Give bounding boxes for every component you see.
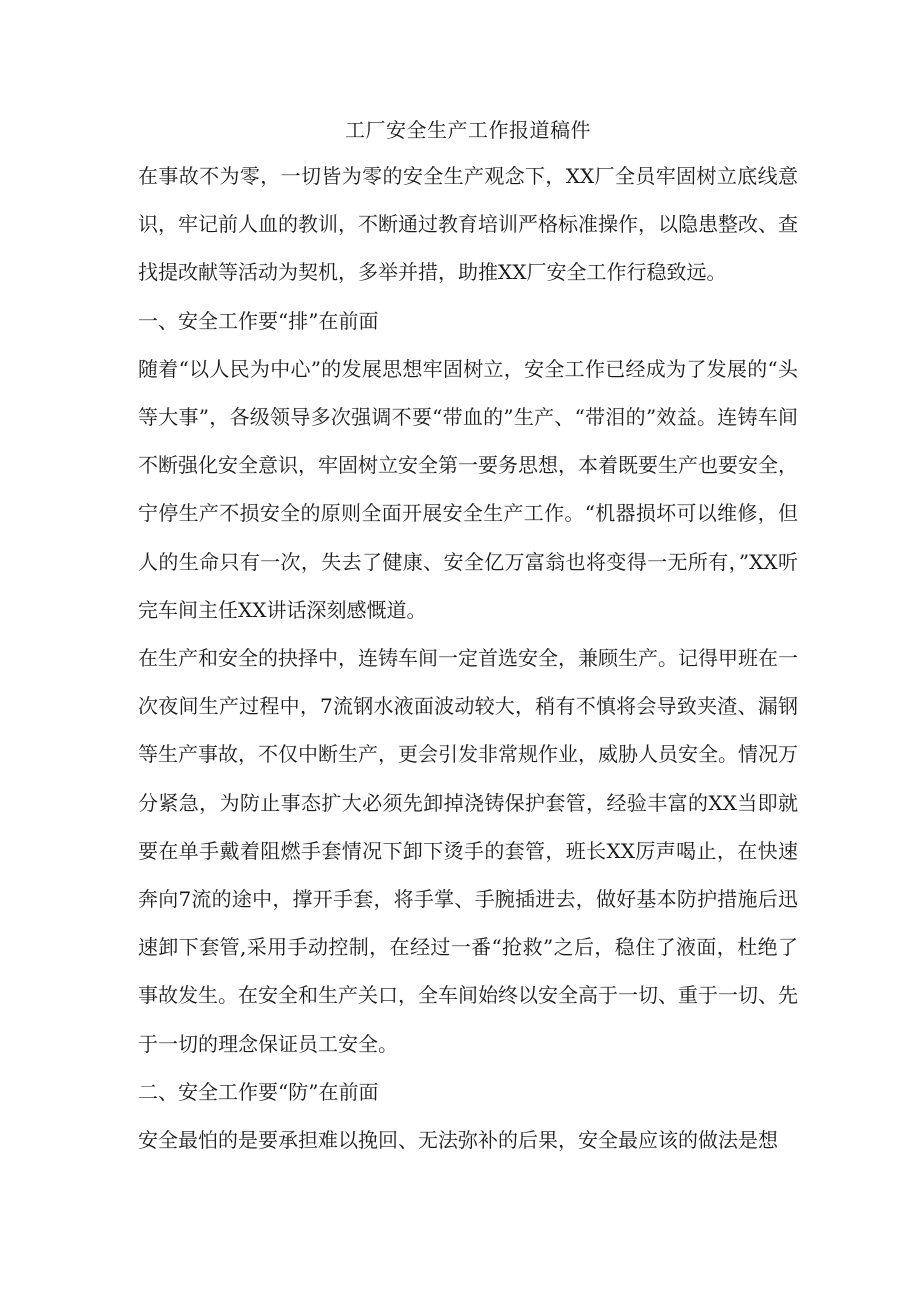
intro-paragraph: 在事故不为零，一切皆为零的安全生产观念下，XX厂全员牢固树立底线意识，牢记前人血的教训，不断通过教育培训严格标准操作，以隐患整改、查找提改献等活动为契机，多举并措，助推XX厂安全工作行稳致远。 [138,164,798,285]
document-title: 工厂安全生产工作报道稿件 [345,118,591,142]
document-page [138,112,798,1164]
section-1-heading: 一、安全工作要“排”在前面 [138,308,379,333]
section-2-paragraph-1: 安全最怕的是要承担难以挽回、无法弥补的后果，安全最应该的做法是想 [138,1128,778,1153]
section-2-heading: 二、安全工作要“防”在前面 [138,1079,379,1104]
section-1-paragraph-2: 在生产和安全的抉择中，连铸车间一定首选安全，兼顾生产。记得甲班在一次夜间生产过程中，7流钢水液面波动较大，稍有不慎将会导致夹渣、漏钢等生产事故，不仅中断生产，更会引发非常规作业，威胁人员安全。情况万分紧急，为防止事态扩大必须先卸掉浇铸保护套管，经验丰富的XX当即就要在单手戴着阻燃手套情况下卸下烫手的套管，班长XX厉声喝止，在快速奔向7流的途中，撑开手套，将手掌、手腕插进去，做好基本防护措施后迅速卸下套管,采用手动控制，在经过一番“抢救”之后，稳住了液面，杜绝了事故发生。在安全和生产关口，全车间始终以安全高于一切、重于一切、先于一切的理念保证员工安全。 [138,646,798,1056]
section-1-paragraph-1: 随着“以人民为中心”的发展思想牢固树立，安全工作已经成为了发展的“头等大事”，各级领导多次强调不要“带血的”生产、“带泪的”效益。连铸车间不断强化安全意识，牢固树立安全第一要务思想，本着既要生产也要安全，宁停生产不损安全的原则全面开展安全生产工作。“机器损坏可以维修，但人的生命只有一次，失去了健康、安全亿万富翁也将变得一无所有，”XX听完车间主任XX讲话深刻感慨道。 [138,356,798,622]
